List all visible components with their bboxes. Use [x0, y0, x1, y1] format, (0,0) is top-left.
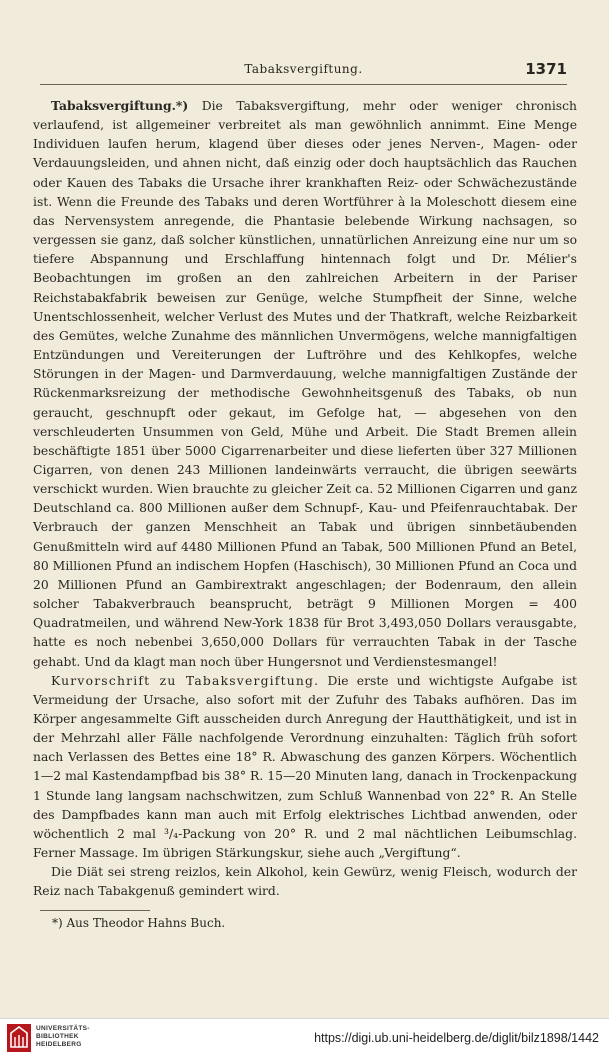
kur-paragraph [33, 672, 577, 864]
article-title: Tabaksvergiftung.*) [51, 98, 189, 113]
kur-text: Die erste und wichtigste Aufgabe ist Vermeidung der Ursache, also sofort mit der Zufuhr des Tabaks aufhören. Das im Körper angesammelte Gift ausscheiden durch Anregung der Hautthätigkeit, und ist in der Mehrzahl aller Fälle nachfolgende Verordnung einzuhalten: Täglich früh sofort nach Verlassen des Bettes eine 18° R. Abwaschung des ganzen Körpers. Wöchentlich 1—2 mal Kastendampfbad bis 38° R. 15—20 Minuten lang, danach in Trockenpackung 1 Stunde lang langsam nachschwitzen, zum Schluß Wannenbad von 22° R. An Stelle des Dampfbades kann man auch mit Erfolg elektrisches Lichtbad anwenden, oder wöchentlich 2 mal ³/₄-Packung von 20° R. und 2 mal nächtlichen Leibumschlag. Ferner Massage. Im übrigen Stärkungskur, siehe auch „Vergiftung“. [33, 673, 577, 861]
viewer-footer [0, 1018, 609, 1057]
header-rule [40, 84, 567, 85]
diet-paragraph: Die Diät sei streng reizlos, kein Alkohol, kein Gewürz, wenig Fleisch, wodurch der Reiz nach Tabakgenuß gemindert wird. [33, 865, 577, 899]
footnote: *) Aus Theodor Hahns Buch. [52, 916, 226, 930]
library-name-line: HEIDELBERG [36, 1041, 82, 1048]
running-head [40, 62, 567, 82]
running-title: Tabaksvergiftung. [244, 62, 363, 76]
library-name [36, 1025, 90, 1049]
footnote-rule [40, 910, 150, 911]
page-number: 1371 [525, 60, 567, 78]
library-name-line: UNIVERSITÄTS- [36, 1025, 90, 1032]
library-logo-icon [6, 1023, 32, 1053]
library-name-line: BIBLIOTHEK [36, 1033, 79, 1040]
article-paragraph [33, 96, 577, 672]
permalink[interactable]: https://digi.ub.uni-heidelberg.de/diglit/bilz1898/1442 [314, 1031, 599, 1045]
article-text: Die Tabaksvergiftung, mehr oder weniger chronisch verlaufend, ist allgemeiner verbreitet als man gewöhnlich annimmt. Eine Menge Individuen laufen herum, klagend über dieses oder jenes Nerven-, Magen- oder Verdauungsleiden, und ahnen nicht, daß einzig oder doch hauptsächlich das Rauchen oder Kauen des Tabaks die Ursache ihrer krankhaften Reiz- oder Schwächezustände ist. Wenn die Freunde des Tabaks und deren Wortführer à la Moleschott diesem eine das Nervensystem anregende, die Phantasie belebende Wirkung nachsagen, so vergessen sie ganz, daß solcher künstlichen, unnatürlichen Anreizung eine nur um so tiefere Abspannung und Erschlaffung hintennach folgt und Dr. Mélier's Beobachtungen im großen an den zahlreichen Arbeitern in der Pariser Reichstabakfabrik beweisen zur Genüge, welche Stumpfheit der Sinne, welche Unentschlossenheit, welcher Verlust des Mutes und der Thatkraft, welche Reizbarkeit des Gemütes, welche Zunahme des männlichen Unvermögens, welche mannigfaltigen Entzündungen und Vereiterungen der Luftröhre und des Kehlkopfes, welche Störungen in der Magen- und Darmverdauung, welche mannigfaltigen Zustände der Rückenmarksreizung der methodische Gewohnheitsgenuß des Tabaks, ob nun geraucht, geschnupft oder gekaut, im Gefolge hat, — abgesehen von den verschleuderten Unsummen von Geld, Mühe und Arbeit. Die Stadt Bremen allein beschäftigte 1851 über 5000 Cigarrenarbeiter und diese lieferten über 327 Millionen Cigarren, von denen 243 Millionen landeinwärts verraucht, die übrigen seewärts verschickt wurden. Wien brauchte zu gleicher Zeit ca. 52 Millionen Cigarren und ganz Deutschland ca. 800 Millionen außer dem Schnupf-, Kau- und Pfeifenrauchtabak. Der Verbrauch der ganzen Menschheit an Tabak und übrigen sinnbetäubenden Genußmitteln wird auf 4480 Millionen Pfund an Tabak, 500 Millionen Pfund an Betel, 80 Millionen Pfund an indischem Hopfen (Haschisch), 30 Millionen Pfund an Coca und 20 Millionen Pfund an Gambirextrakt angeschlagen; der Bodenraum, den allein solcher Tabakverbrauch beansprucht, beträgt 9 Millionen Morgen = 400 Quadratmeilen, und während New-York 1838 für Brot 3,493,050 Dollars verausgabte, hatte es noch nebenbei 3,650,000 Dollars für verrauchten Tabak in der Tasche gehabt. Und da klagt man noch über Hungersnot und Verdienstesmangel! [33, 99, 577, 669]
kur-heading: Kurvorschrift zu Tabaksvergiftung. [51, 673, 320, 688]
article-body [33, 96, 577, 902]
